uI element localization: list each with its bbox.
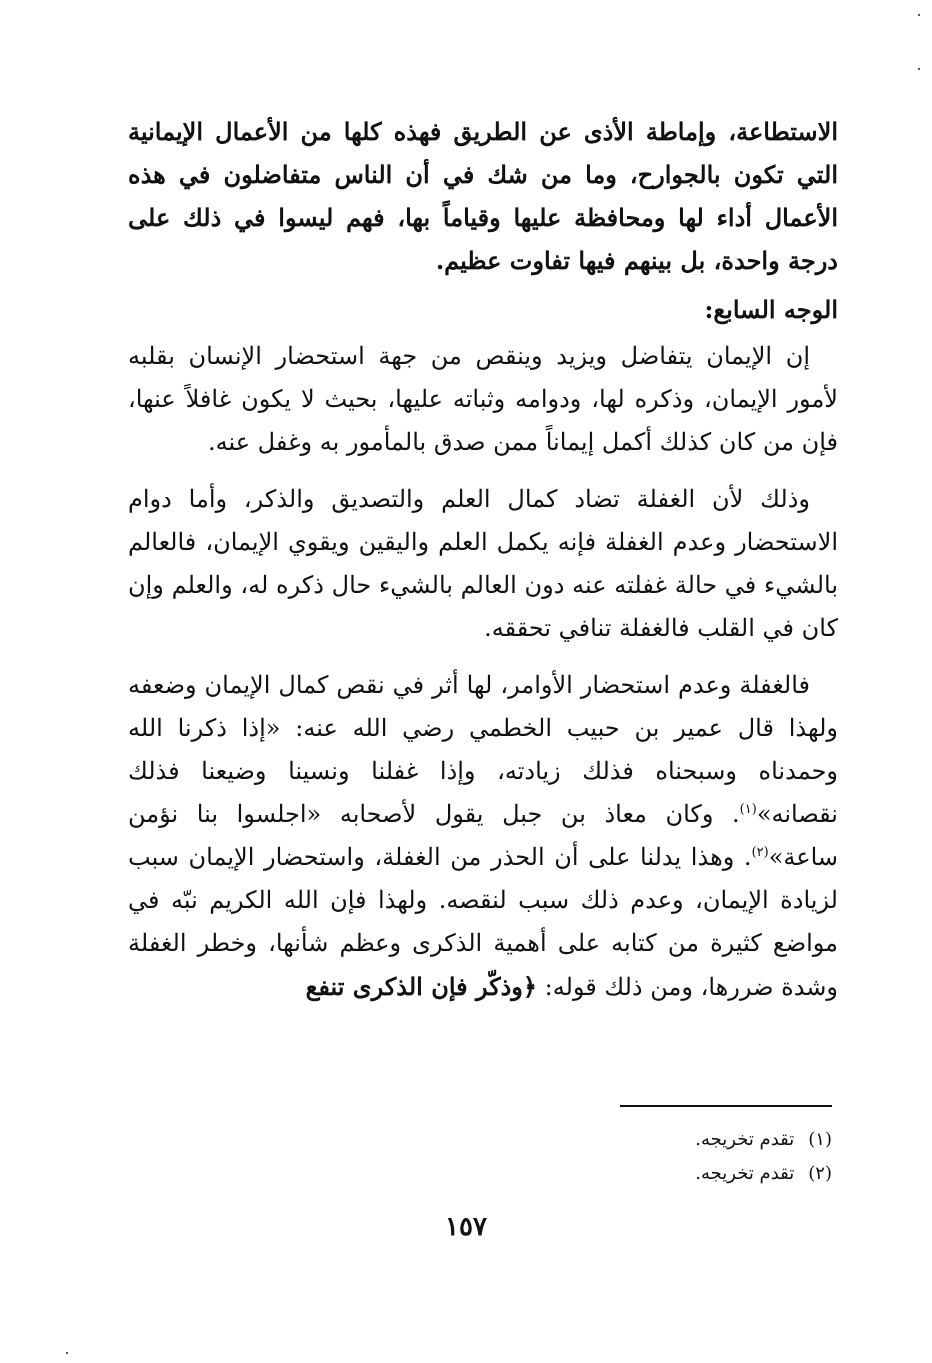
paragraph-quotes (128, 664, 838, 1009)
paragraph-quotes-part-a: فالغفلة وعدم استحضار الأوامر، لها أثر في نقص كمال الإيمان وضعفه ولهذا قال عمير بن حبيب الخطمي رضي الله عنه: «إذا ذكرنا الله وحمدناه وسبحناه فذلك زيادته، وإذا غفلنا ونسينا وضيعنا فذلك نقصانه» (128, 671, 838, 828)
paragraph-heedlessness: وذلك لأن الغفلة تضاد كمال العلم والتصديق والذكر، وأما دوام الاستحضار وعدم الغفلة فإنه يكمل العلم واليقين ويقوي الإيمان، فالعالم بالشيء في حالة غفلته عنه دون العالم بالشيء حال ذكره له، والعلم وإن كان في القلب فالغفلة تنافي تحققه. (128, 485, 839, 642)
footnote-2 (620, 1157, 832, 1191)
paragraph-quotes-part-b: . وكان معاذ بن جبل يقول لأصحابه «اجلسوا بنا نؤمن ساعة» (128, 800, 838, 871)
paragraph-quotes-part-c: . وهذا يدلنا على أن الحذر من الغفلة، واستحضار الإيمان سبب لزيادة الإيمان، وعدم ذلك سبب لنقصه. ولهذا فإن الله الكريم نبّه في مواضع كثيرة من كتابه على أهمية الذكرى وعظم شأنها، وخطر الغفلة وشدة ضررها، ومن ذلك قوله: (128, 843, 838, 1001)
paragraph-iman-presence: إن الإيمان يتفاضل ويزيد وينقص من جهة استحضار الإنسان بقلبه لأمور الإيمان، وذكره لها، ودوامه وثباته عليها، بحيث لا يكون غافلاً عنها، فإن من كان كذلك أكمل إيماناً ممن صدق بالمأمور به وغفل عنه. (128, 342, 838, 456)
paragraph-continuation: الاستطاعة، وإماطة الأذى عن الطريق فهذه كلها من الأعمال الإيمانية التي تكون بالجوارح، وما من شك في أن الناس متفاضلون في هذه الأعمال أداء لها ومحافظة عليها وقياماً بها، فهم ليسوا في ذلك على درجة واحدة، بل بينهم فيها تفاوت عظيم. (128, 117, 838, 275)
footnote-ref-1: (١) (739, 802, 757, 817)
footnote-2-text: تقدم تخريجه. (695, 1163, 795, 1184)
scan-speck (918, 14, 920, 16)
footnote-1-number: (١) (808, 1129, 832, 1150)
footnote-1 (620, 1123, 832, 1157)
scan-speck (66, 1352, 68, 1354)
footnote-2-number: (٢) (808, 1163, 832, 1184)
section-heading: الوجه السابع: (704, 295, 838, 324)
page-body (128, 110, 838, 1009)
footnote-ref-2: (٢) (751, 845, 769, 860)
page-number: ١٥٧ (445, 1212, 487, 1242)
footnote-1-text: تقدم تخريجه. (695, 1129, 795, 1150)
quran-verse: ﴿وذكّر فإن الذكرى تنفع (305, 972, 537, 1001)
scan-speck (918, 68, 920, 70)
footnotes (620, 1105, 832, 1191)
footnote-divider (620, 1105, 832, 1107)
